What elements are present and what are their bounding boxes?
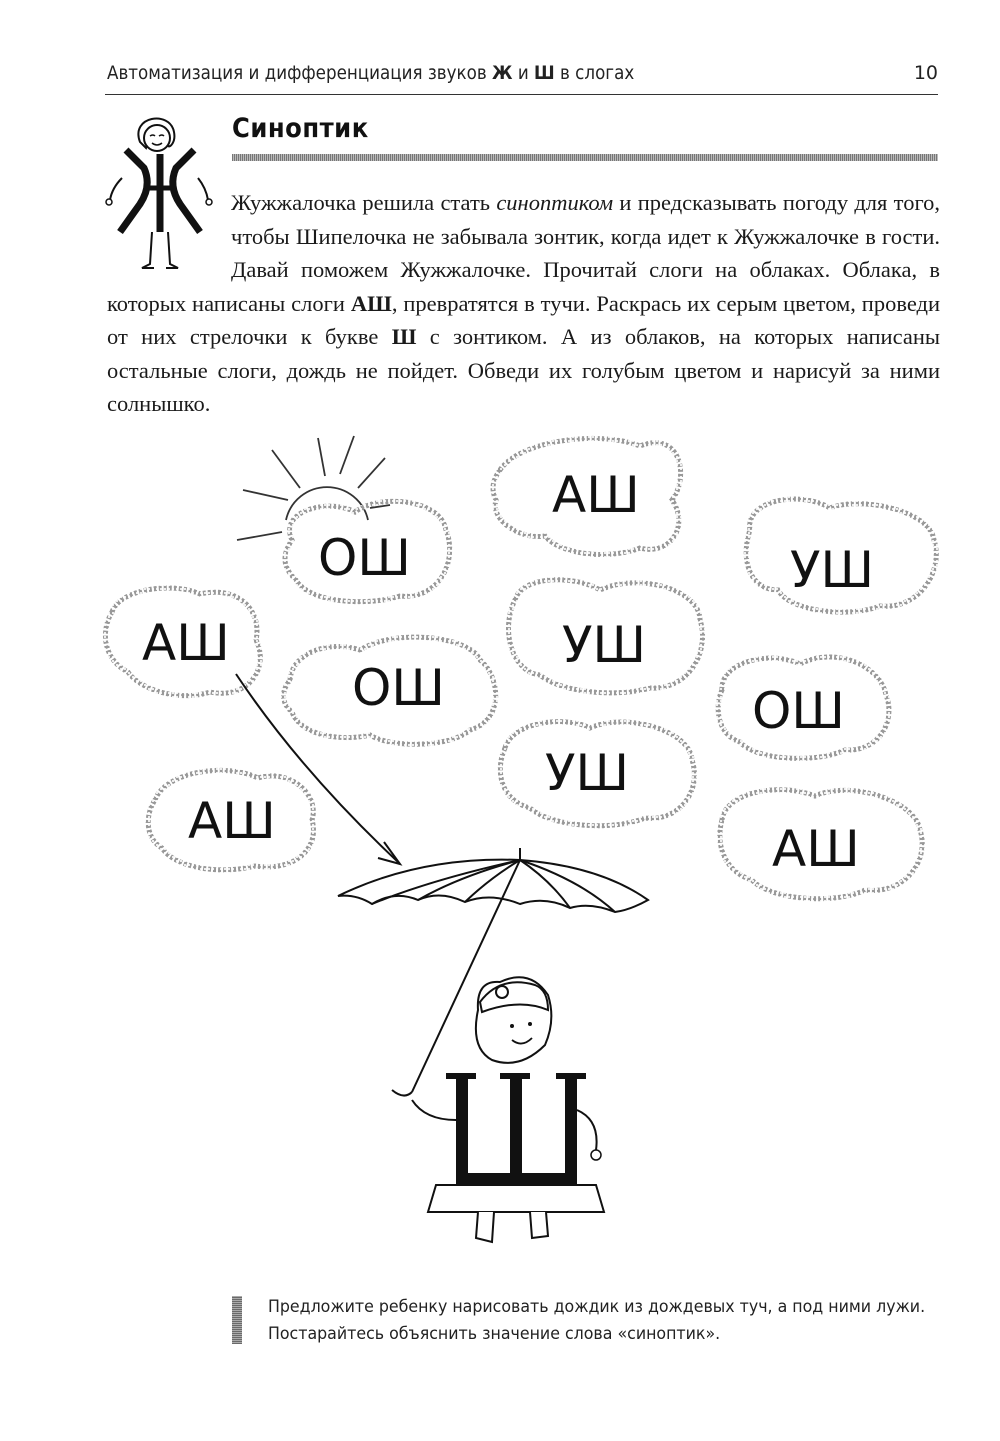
cloud-syllable: УШ xyxy=(790,541,874,599)
cloud-5[interactable] xyxy=(508,580,702,693)
cloud-syllable: АШ xyxy=(772,820,860,878)
cloud-7[interactable] xyxy=(718,657,889,758)
section-title: Синоптик xyxy=(232,113,369,144)
cloud-syllable: УШ xyxy=(545,744,629,802)
cloud-syllable: АШ xyxy=(142,614,230,672)
cloud-syllable: АШ xyxy=(188,792,276,850)
note-line-2: Постарайтесь объяснить значение слова «синоптик». xyxy=(268,1324,721,1344)
cloud-6[interactable] xyxy=(284,637,496,744)
cloud-4[interactable] xyxy=(105,588,260,696)
running-header xyxy=(105,60,938,95)
cloud-syllable: ОШ xyxy=(752,682,845,740)
teacher-note xyxy=(268,1294,948,1348)
note-marker-bar xyxy=(232,1296,242,1344)
title-underline-bar xyxy=(232,154,938,161)
sun-drawing xyxy=(237,436,390,540)
cloud-3[interactable] xyxy=(746,499,936,612)
cloud-syllable: АШ xyxy=(552,466,640,524)
cloud-syllable: ОШ xyxy=(352,659,445,717)
header-title: Автоматизация и дифференциация звуков Ж и Ш в слогах xyxy=(107,62,635,84)
sha-girl-drawing xyxy=(412,977,604,1242)
page-number: 10 xyxy=(913,62,938,84)
instructions-text: Жужжалочка решила стать синоптиком и предсказывать погоду для того, чтобы Шипелочка не забывала зонтик, когда идет к Жужжалочке в гости. Давай поможем Жужжалочке. Прочитай слоги на облаках. Облака, в которых написаны слоги АШ, превратятся в тучи. Раскрась их серым цветом, проведи от них стрелочки к букве Ш с зонтиком. А из облаков, на которых написаны остальные слоги, дождь не пойдет. Обведи их голубым цветом и нарисуй за ними солнышко. xyxy=(107,190,940,416)
note-line-1: Предложите ребенку нарисовать дождик из дождевых туч, а под ними лужи. xyxy=(268,1297,926,1317)
cloud-9[interactable] xyxy=(148,770,313,870)
cloud-2[interactable] xyxy=(493,438,681,554)
weather-scene xyxy=(0,420,1000,1280)
cloud-10[interactable] xyxy=(720,790,922,899)
cloud-8[interactable] xyxy=(500,722,694,826)
cloud-syllable: УШ xyxy=(562,616,646,674)
cloud-syllable: ОШ xyxy=(318,529,411,587)
